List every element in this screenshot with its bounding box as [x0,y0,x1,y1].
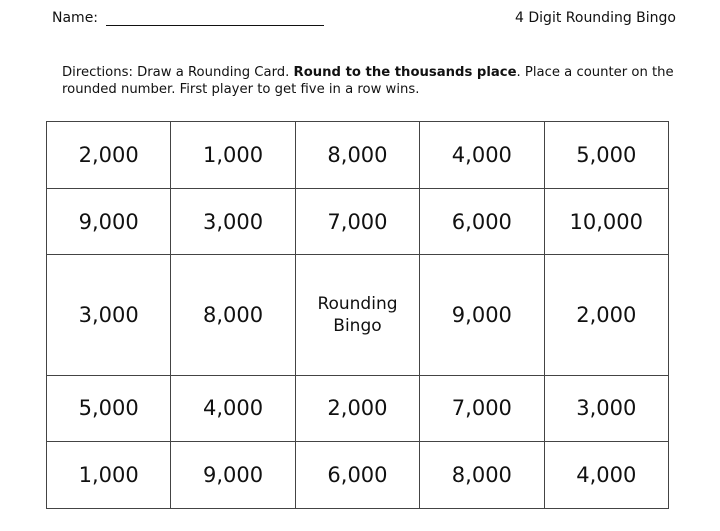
free-space-cell [295,255,419,375]
board-row [47,122,669,189]
bingo-cell[interactable]: 9,000 [420,255,544,375]
bingo-cell[interactable]: 8,000 [171,255,295,375]
bingo-cell[interactable]: 5,000 [544,122,668,189]
bingo-cell[interactable]: 6,000 [420,188,544,255]
bingo-cell[interactable]: 3,000 [47,255,171,375]
bingo-cell[interactable]: 6,000 [295,442,419,509]
board-row [47,188,669,255]
bingo-cell[interactable]: 7,000 [420,375,544,442]
bingo-cell[interactable]: 1,000 [47,442,171,509]
bingo-cell[interactable]: 3,000 [544,375,668,442]
name-label: Name: [52,10,99,26]
name-field [52,10,324,26]
directions-part-2: . Place a counter on the rounded number. First player to get five in a row wins. [62,65,674,97]
board-row [47,375,669,442]
directions-bold: Round to the thousands place [293,65,517,80]
bingo-cell[interactable]: 9,000 [47,188,171,255]
bingo-cell[interactable]: 4,000 [420,122,544,189]
board-row [47,255,669,375]
bingo-cell[interactable]: 4,000 [171,375,295,442]
bingo-cell[interactable]: 2,000 [47,122,171,189]
free-space-line-2: Bingo [333,315,382,336]
directions-part-1: Directions: Draw a Rounding Card. [62,65,294,80]
bingo-cell[interactable]: 5,000 [47,375,171,442]
directions-text [62,64,682,98]
bingo-cell[interactable]: 2,000 [544,255,668,375]
page-title: 4 Digit Rounding Bingo [515,10,676,26]
bingo-cell[interactable]: 1,000 [171,122,295,189]
bingo-cell[interactable]: 2,000 [295,375,419,442]
bingo-cell[interactable]: 10,000 [544,188,668,255]
name-blank-line[interactable] [106,11,324,26]
bingo-cell[interactable]: 3,000 [171,188,295,255]
bingo-cell[interactable]: 8,000 [295,122,419,189]
bingo-board [46,121,669,509]
bingo-cell[interactable]: 8,000 [420,442,544,509]
bingo-cell[interactable]: 4,000 [544,442,668,509]
bingo-cell[interactable]: 9,000 [171,442,295,509]
board-row [47,442,669,509]
free-space-line-1: Rounding [317,293,398,314]
bingo-cell[interactable]: 7,000 [295,188,419,255]
